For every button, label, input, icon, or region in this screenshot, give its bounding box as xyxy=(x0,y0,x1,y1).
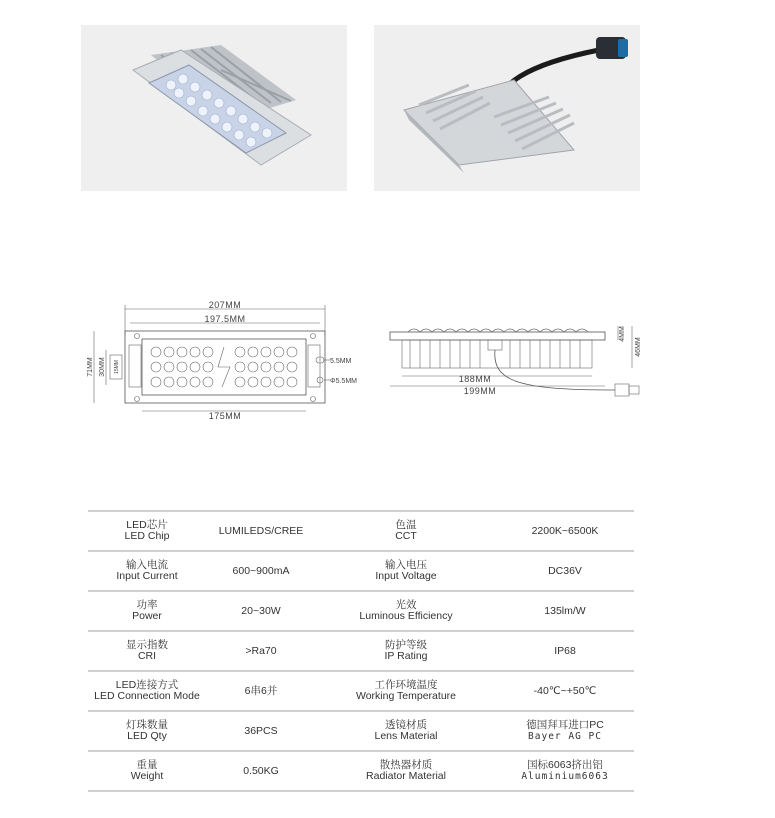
spec-label-en: LED Chip xyxy=(124,530,170,542)
spec-label-cn: LED芯片 xyxy=(126,519,168,531)
spec-label-en: CRI xyxy=(137,650,157,662)
spec-label-cn: 显示指数 xyxy=(126,639,168,651)
spec-label-cn: 工作环境温度 xyxy=(374,679,438,691)
spec-cell xyxy=(316,551,496,591)
spec-cell xyxy=(206,551,316,591)
spec-value: 国标6063挤出铝 xyxy=(527,759,603,771)
spec-cell xyxy=(496,631,634,671)
spec-cell xyxy=(88,711,206,751)
spec-value: -40℃~+50℃ xyxy=(533,684,597,697)
spec-cell xyxy=(206,671,316,711)
spec-label-en: Weight xyxy=(130,770,164,782)
spec-row xyxy=(88,671,634,711)
dim-length-outer: 199MM xyxy=(463,386,497,396)
product-photo-side xyxy=(374,25,640,191)
dim-height-mid: 30MM xyxy=(99,357,106,377)
spec-value: 36PCS xyxy=(244,724,278,737)
spec-cell xyxy=(88,751,206,791)
spec-cell xyxy=(496,511,634,551)
spec-row xyxy=(88,751,634,791)
spec-label-en: LED Qty xyxy=(127,730,167,742)
spec-row xyxy=(88,711,634,751)
spec-row xyxy=(88,511,634,551)
spec-cell xyxy=(88,631,206,671)
spec-value: 6串6并 xyxy=(244,684,278,697)
spec-cell xyxy=(496,551,634,591)
spec-label-en: Input Current xyxy=(116,570,178,582)
spec-cell xyxy=(88,511,206,551)
spec-cell xyxy=(496,591,634,631)
spec-label-cn: 防护等级 xyxy=(385,639,427,651)
spec-cell xyxy=(206,711,316,751)
spec-label-en: IP Rating xyxy=(384,650,428,662)
side-view-drawing xyxy=(380,310,670,410)
spec-label-cn: 功率 xyxy=(136,599,158,611)
spec-row xyxy=(88,551,634,591)
spec-label-cn: 输入电压 xyxy=(385,559,427,571)
spec-cell xyxy=(496,751,634,791)
spec-cell xyxy=(496,711,634,751)
dim-height-total: 46MM xyxy=(635,337,642,357)
spec-cell xyxy=(316,631,496,671)
spec-label-en: LED Connection Mode xyxy=(94,690,200,702)
product-photo-front xyxy=(81,25,347,191)
spec-label-cn: 重量 xyxy=(136,759,158,771)
dim-length-inner: 188MM xyxy=(458,374,492,384)
spec-label-en: Input Voltage xyxy=(375,570,437,582)
dim-height-small: 4MM xyxy=(619,326,626,342)
spec-cell xyxy=(316,591,496,631)
spec-label-cn: 灯珠数量 xyxy=(126,719,168,731)
spec-cell xyxy=(316,751,496,791)
spec-label-cn: 输入电流 xyxy=(126,559,168,571)
spec-cell xyxy=(206,631,316,671)
spec-label-en: Radiator Material xyxy=(366,770,446,782)
top-view-drawing xyxy=(80,295,370,425)
spec-value-en: Bayer AG PC xyxy=(528,731,602,742)
spec-cell xyxy=(316,511,496,551)
spec-cell xyxy=(88,671,206,711)
spec-cell xyxy=(206,511,316,551)
dim-width-inner: 197.5MM xyxy=(204,314,246,324)
spec-label-en: Lens Material xyxy=(374,730,438,742)
spec-label-cn: 散热器材质 xyxy=(379,759,433,771)
spec-value: IP68 xyxy=(554,644,576,657)
dim-width-outer: 207MM xyxy=(208,300,242,310)
spec-value: DC36V xyxy=(548,564,582,577)
dim-hole-round: Φ5.5MM xyxy=(330,378,357,385)
spec-row xyxy=(88,591,634,631)
spec-label-en: Working Temperature xyxy=(356,690,456,702)
spec-value: 20~30W xyxy=(241,604,281,617)
spec-cell xyxy=(88,551,206,591)
spec-value: 德国拜耳进口PC xyxy=(526,719,604,731)
spec-value: 135lm/W xyxy=(544,604,586,617)
spec-cell xyxy=(206,591,316,631)
spec-cell xyxy=(206,751,316,791)
spec-value: LUMILEDS/CREE xyxy=(218,524,304,537)
spec-value: >Ra70 xyxy=(245,644,277,657)
spec-value: 0.50KG xyxy=(243,764,279,777)
spec-label-cn: 透镜材质 xyxy=(385,719,427,731)
dim-width-bottom: 175MM xyxy=(208,411,242,421)
spec-label-en: Power xyxy=(132,610,162,622)
dim-height-inner: 15MM xyxy=(114,360,120,374)
spec-value: 600~900mA xyxy=(232,564,290,577)
spec-row xyxy=(88,631,634,671)
spec-cell xyxy=(496,671,634,711)
spec-label-en: CCT xyxy=(395,530,417,542)
spec-label-cn: 色温 xyxy=(395,519,417,531)
spec-cell xyxy=(316,711,496,751)
spec-label-en: Luminous Efficiency xyxy=(359,610,453,622)
spec-cell xyxy=(88,591,206,631)
dim-height-outer: 71MM xyxy=(87,357,94,377)
dim-hole-slot: 5.5MM xyxy=(330,358,352,365)
spec-cell xyxy=(316,671,496,711)
spec-table xyxy=(88,510,634,792)
spec-label-cn: 光效 xyxy=(395,599,417,611)
spec-value: 2200K~6500K xyxy=(531,524,599,537)
spec-value-en: Aluminium6063 xyxy=(521,771,609,782)
spec-label-cn: LED连接方式 xyxy=(115,679,179,691)
